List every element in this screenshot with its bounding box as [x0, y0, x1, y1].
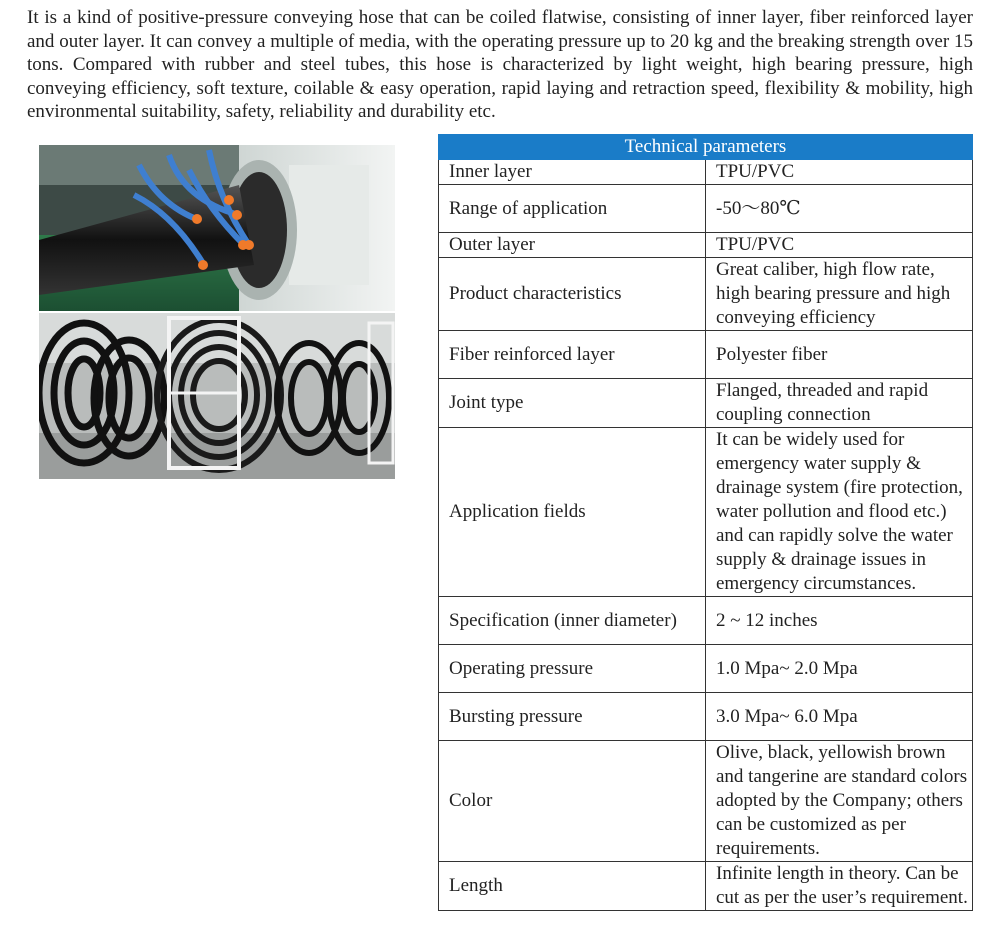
- table-row: [439, 160, 973, 185]
- table-row: [439, 428, 973, 597]
- table-header: Technical parameters: [439, 135, 973, 160]
- table-row: [439, 379, 973, 428]
- table-row: [439, 645, 973, 693]
- table-row: [439, 258, 973, 331]
- param-value: Great caliber, high flow rate, high bearing pressure and high conveying efficiency: [706, 258, 973, 331]
- coiled-hose-reels-photo: [39, 313, 395, 479]
- param-key: Application fields: [439, 428, 706, 597]
- param-key: Inner layer: [439, 160, 706, 185]
- param-key: Specification (inner diameter): [439, 597, 706, 645]
- param-key: Outer layer: [439, 233, 706, 258]
- param-key: Range of application: [439, 185, 706, 233]
- param-value: -50～80℃: [706, 185, 973, 233]
- param-value: Flanged, threaded and rapid coupling connection: [706, 379, 973, 428]
- technical-parameters-table: [438, 134, 973, 911]
- param-value: 3.0 Mpa~ 6.0 Mpa: [706, 693, 973, 741]
- param-value: Olive, black, yellowish brown and tangerine are standard colors adopted by the Company; others can be customized as per requirements.: [706, 741, 973, 862]
- param-key: Joint type: [439, 379, 706, 428]
- param-value: Polyester fiber: [706, 331, 973, 379]
- param-key: Bursting pressure: [439, 693, 706, 741]
- param-key: Length: [439, 862, 706, 911]
- param-value: Infinite length in theory. Can be cut as per the user’s requirement.: [706, 862, 973, 911]
- table-row: [439, 185, 973, 233]
- param-key: Operating pressure: [439, 645, 706, 693]
- param-value: 1.0 Mpa~ 2.0 Mpa: [706, 645, 973, 693]
- table-row: [439, 233, 973, 258]
- table-row: [439, 862, 973, 911]
- param-value: 2 ~ 12 inches: [706, 597, 973, 645]
- table-row: [439, 331, 973, 379]
- param-value: TPU/PVC: [706, 160, 973, 185]
- extrusion-machine-photo: [39, 145, 395, 311]
- intro-paragraph: It is a kind of positive-pressure conveying hose that can be coiled flatwise, consisting of inner layer, fiber reinforced layer and outer layer. It can convey a multiple of media, with the operating pressure up to 20 kg and the breaking strength over 15 tons. Compared with rubber and steel tubes, this hose is characterized by light weight, high bearing pressure, high conveying efficiency, soft texture, coilable & easy operation, rapid laying and retraction speed, flexibility & mobility, high environmental suitability, safety, reliability and durability etc.: [27, 7, 973, 123]
- table-row: [439, 693, 973, 741]
- param-key: Product characteristics: [439, 258, 706, 331]
- param-value: TPU/PVC: [706, 233, 973, 258]
- param-value: It can be widely used for emergency water supply & drainage system (fire protection, water pollution and flood etc.) and can rapidly solve the water supply & drainage issues in emergency circumstances.: [706, 428, 973, 597]
- table-row: [439, 597, 973, 645]
- param-key: Color: [439, 741, 706, 862]
- param-key: Fiber reinforced layer: [439, 331, 706, 379]
- table-row: [439, 741, 973, 862]
